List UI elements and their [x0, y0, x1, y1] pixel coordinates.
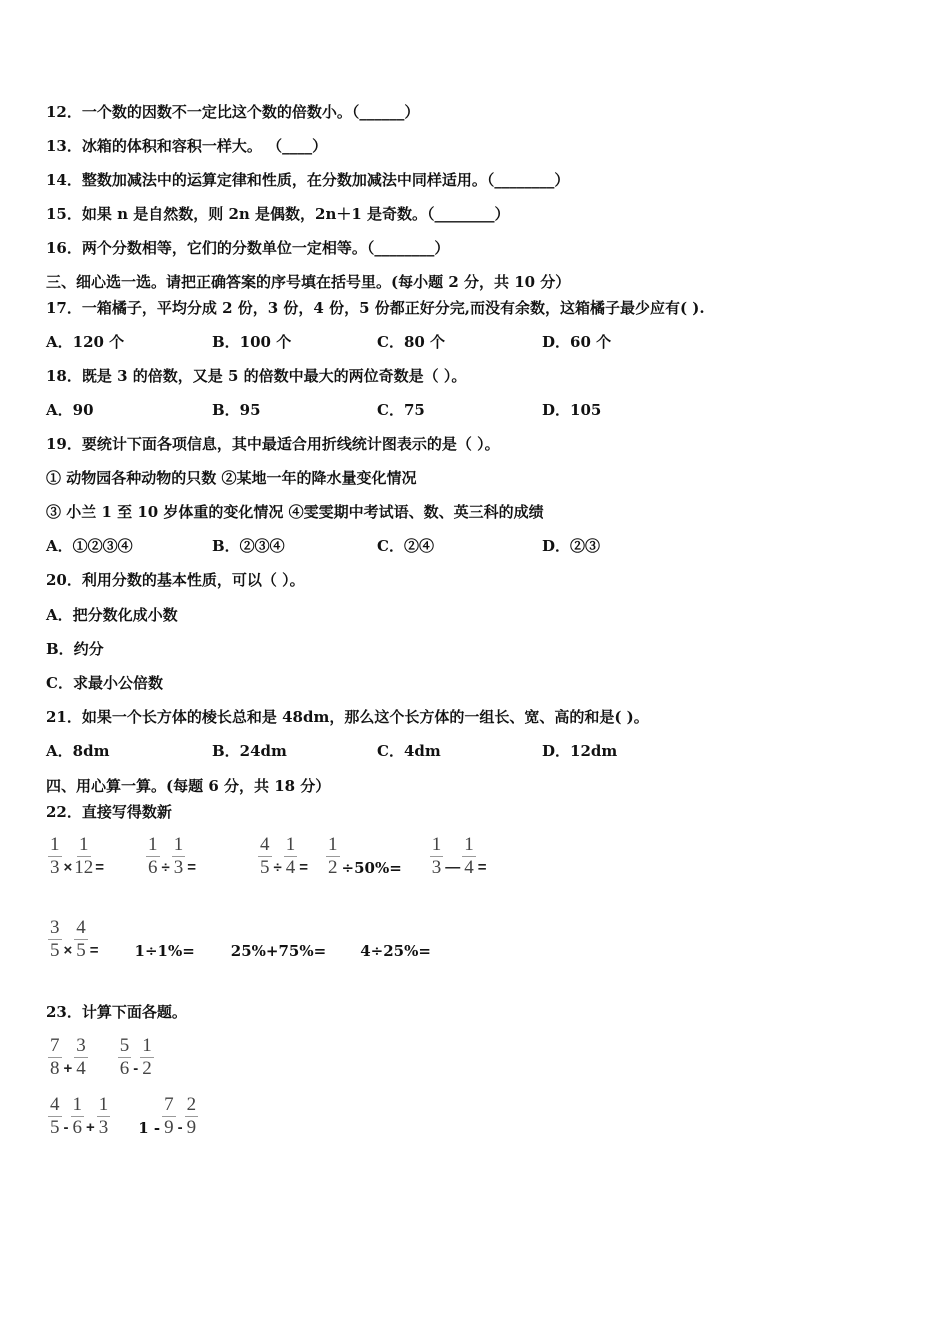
- answer-option: B．②③④: [212, 537, 285, 555]
- denominator: 8: [50, 1058, 60, 1079]
- expression-row: [46, 1035, 156, 1080]
- operator: +: [86, 1119, 95, 1136]
- operator: =: [187, 859, 197, 876]
- question-line: 14．整数加减法中的运算定律和性质，在分数加减法中同样适用。（________）: [46, 171, 570, 189]
- numerator: 4: [50, 1094, 60, 1115]
- question-line: 19．要统计下面各项信息，其中最适合用折线统计图表示的是（ ）。: [46, 435, 500, 453]
- numerator: 3: [50, 917, 60, 938]
- fraction: [48, 834, 62, 879]
- operator: +: [63, 1060, 73, 1077]
- question-line: ① 动物园各种动物的只数 ②某地一年的降水量变化情况: [46, 469, 417, 487]
- answer-option: C．75: [377, 401, 425, 419]
- question-line: ③ 小兰 1 至 10 岁体重的变化情况 ④雯雯期中考试语、数、英三科的成绩: [46, 503, 544, 521]
- operator: —: [445, 859, 461, 876]
- numerator: 1: [142, 1035, 152, 1056]
- denominator: 9: [164, 1117, 174, 1138]
- numerator: 3: [76, 1035, 86, 1056]
- question-line: 20．利用分数的基本性质，可以（ ）。: [46, 571, 305, 589]
- fraction: [462, 834, 476, 879]
- numerator: 7: [50, 1035, 60, 1056]
- fraction: [162, 1094, 176, 1139]
- answer-option: D．60 个: [542, 333, 612, 351]
- denominator: 5: [76, 940, 86, 961]
- numerator: 1: [431, 834, 442, 855]
- fraction: [74, 834, 93, 879]
- answer-option: A．①②③④: [46, 537, 133, 555]
- denominator: 9: [186, 1117, 197, 1138]
- denominator: 3: [431, 857, 442, 878]
- fraction: [97, 1094, 111, 1139]
- operator: -: [177, 1119, 183, 1136]
- expression-text: 1 -: [138, 1118, 161, 1137]
- fraction: [74, 917, 88, 962]
- denominator: 5: [50, 940, 60, 961]
- operator: ×: [63, 859, 73, 876]
- operator: -: [63, 1119, 69, 1136]
- operator: =: [477, 859, 487, 876]
- numerator: 1: [98, 1094, 109, 1115]
- fraction: [140, 1035, 154, 1080]
- expression-text: 1÷1%=: [134, 941, 195, 960]
- numerator: 1: [464, 834, 474, 855]
- answer-option: C．80 个: [377, 333, 446, 351]
- numerator: 1: [79, 834, 89, 855]
- question-line: 13．冰箱的体积和容积一样大。 （____）: [46, 137, 328, 155]
- operator: -: [133, 1060, 139, 1077]
- denominator: 3: [173, 857, 184, 878]
- denominator: 2: [328, 857, 338, 878]
- numerator: 1: [285, 834, 296, 855]
- question-line: 22．直接写得数新: [46, 803, 172, 821]
- denominator: 12: [74, 857, 94, 878]
- question-line: 12．一个数的因数不一定比这个数的倍数小。（______）: [46, 103, 420, 121]
- denominator: 2: [142, 1058, 152, 1079]
- operator: =: [299, 859, 309, 876]
- expression-row: [46, 1094, 200, 1139]
- fraction: [48, 1094, 62, 1139]
- numerator: 1: [328, 834, 338, 855]
- question-line: 16．两个分数相等，它们的分数单位一定相等。（________）: [46, 239, 450, 257]
- question-line: 15．如果 n 是自然数，则 2n 是偶数，2n＋1 是奇数。（________）: [46, 205, 510, 223]
- expression-text: 4÷25%=: [360, 941, 431, 960]
- operator: ÷: [161, 859, 170, 876]
- answer-option: C．②④: [377, 537, 434, 555]
- question-line: 21．如果一个长方体的棱长总和是 48dm，那么这个长方体的一组长、宽、高的和是( )。: [46, 708, 649, 726]
- answer-option: B．24dm: [212, 742, 287, 760]
- fraction: [48, 1035, 62, 1080]
- denominator: 3: [50, 857, 60, 878]
- answer-option: D．105: [542, 401, 602, 419]
- denominator: 6: [148, 857, 158, 878]
- question-line: 四、用心算一算。(每题 6 分，共 18 分）: [46, 777, 331, 795]
- fraction: [172, 834, 186, 879]
- question-line: A．把分数化成小数: [46, 606, 178, 624]
- numerator: 7: [164, 1094, 174, 1115]
- question-line: 18．既是 3 的倍数，又是 5 的倍数中最大的两位奇数是（ ）。: [46, 367, 467, 385]
- numerator: 1: [148, 834, 158, 855]
- numerator: 5: [119, 1035, 130, 1056]
- fraction: [71, 1094, 85, 1139]
- question-line: 17．一箱橘子，平均分成 2 份，3 份，4 份，5 份都正好分完,而没有余数，这箱橘子最少应有( ).: [46, 299, 705, 317]
- denominator: 6: [119, 1058, 130, 1079]
- fraction: [326, 834, 340, 879]
- expression-text: ÷50%=: [341, 858, 402, 877]
- denominator: 4: [464, 857, 474, 878]
- answer-option: B．95: [212, 401, 261, 419]
- fraction: [74, 1035, 88, 1080]
- fraction: [118, 1035, 132, 1080]
- denominator: 5: [260, 857, 270, 878]
- denominator: 4: [285, 857, 296, 878]
- operator: =: [89, 942, 99, 959]
- answer-option: A．120 个: [46, 333, 125, 351]
- denominator: 3: [98, 1117, 109, 1138]
- denominator: 4: [76, 1058, 86, 1079]
- answer-option: D．12dm: [542, 742, 618, 760]
- numerator: 1: [72, 1094, 82, 1115]
- question-line: 23．计算下面各题。: [46, 1003, 187, 1021]
- fraction: [185, 1094, 199, 1139]
- expression-row: [46, 917, 431, 962]
- fraction: [430, 834, 444, 879]
- numerator: 4: [76, 917, 86, 938]
- denominator: 5: [50, 1117, 60, 1138]
- denominator: 6: [72, 1117, 82, 1138]
- expression-row: [46, 834, 487, 879]
- expression-text: 25%+75%=: [230, 941, 327, 960]
- operator: =: [95, 859, 105, 876]
- operator: ×: [63, 942, 73, 959]
- fraction: [284, 834, 298, 879]
- answer-option: A．90: [46, 401, 94, 419]
- question-line: C．求最小公倍数: [46, 674, 163, 692]
- answer-option: D．②③: [542, 537, 601, 555]
- numerator: 4: [260, 834, 270, 855]
- answer-option: A．8dm: [46, 742, 110, 760]
- question-line: B．约分: [46, 640, 104, 658]
- operator: ÷: [273, 859, 282, 876]
- answer-option: B．100 个: [212, 333, 292, 351]
- numerator: 2: [186, 1094, 197, 1115]
- fraction: [48, 917, 62, 962]
- numerator: 1: [50, 834, 60, 855]
- fraction: [258, 834, 272, 879]
- answer-option: C．4dm: [377, 742, 441, 760]
- fraction: [146, 834, 160, 879]
- question-line: 三、细心选一选。请把正确答案的序号填在括号里。(每小题 2 分，共 10 分）: [46, 273, 571, 291]
- numerator: 1: [173, 834, 184, 855]
